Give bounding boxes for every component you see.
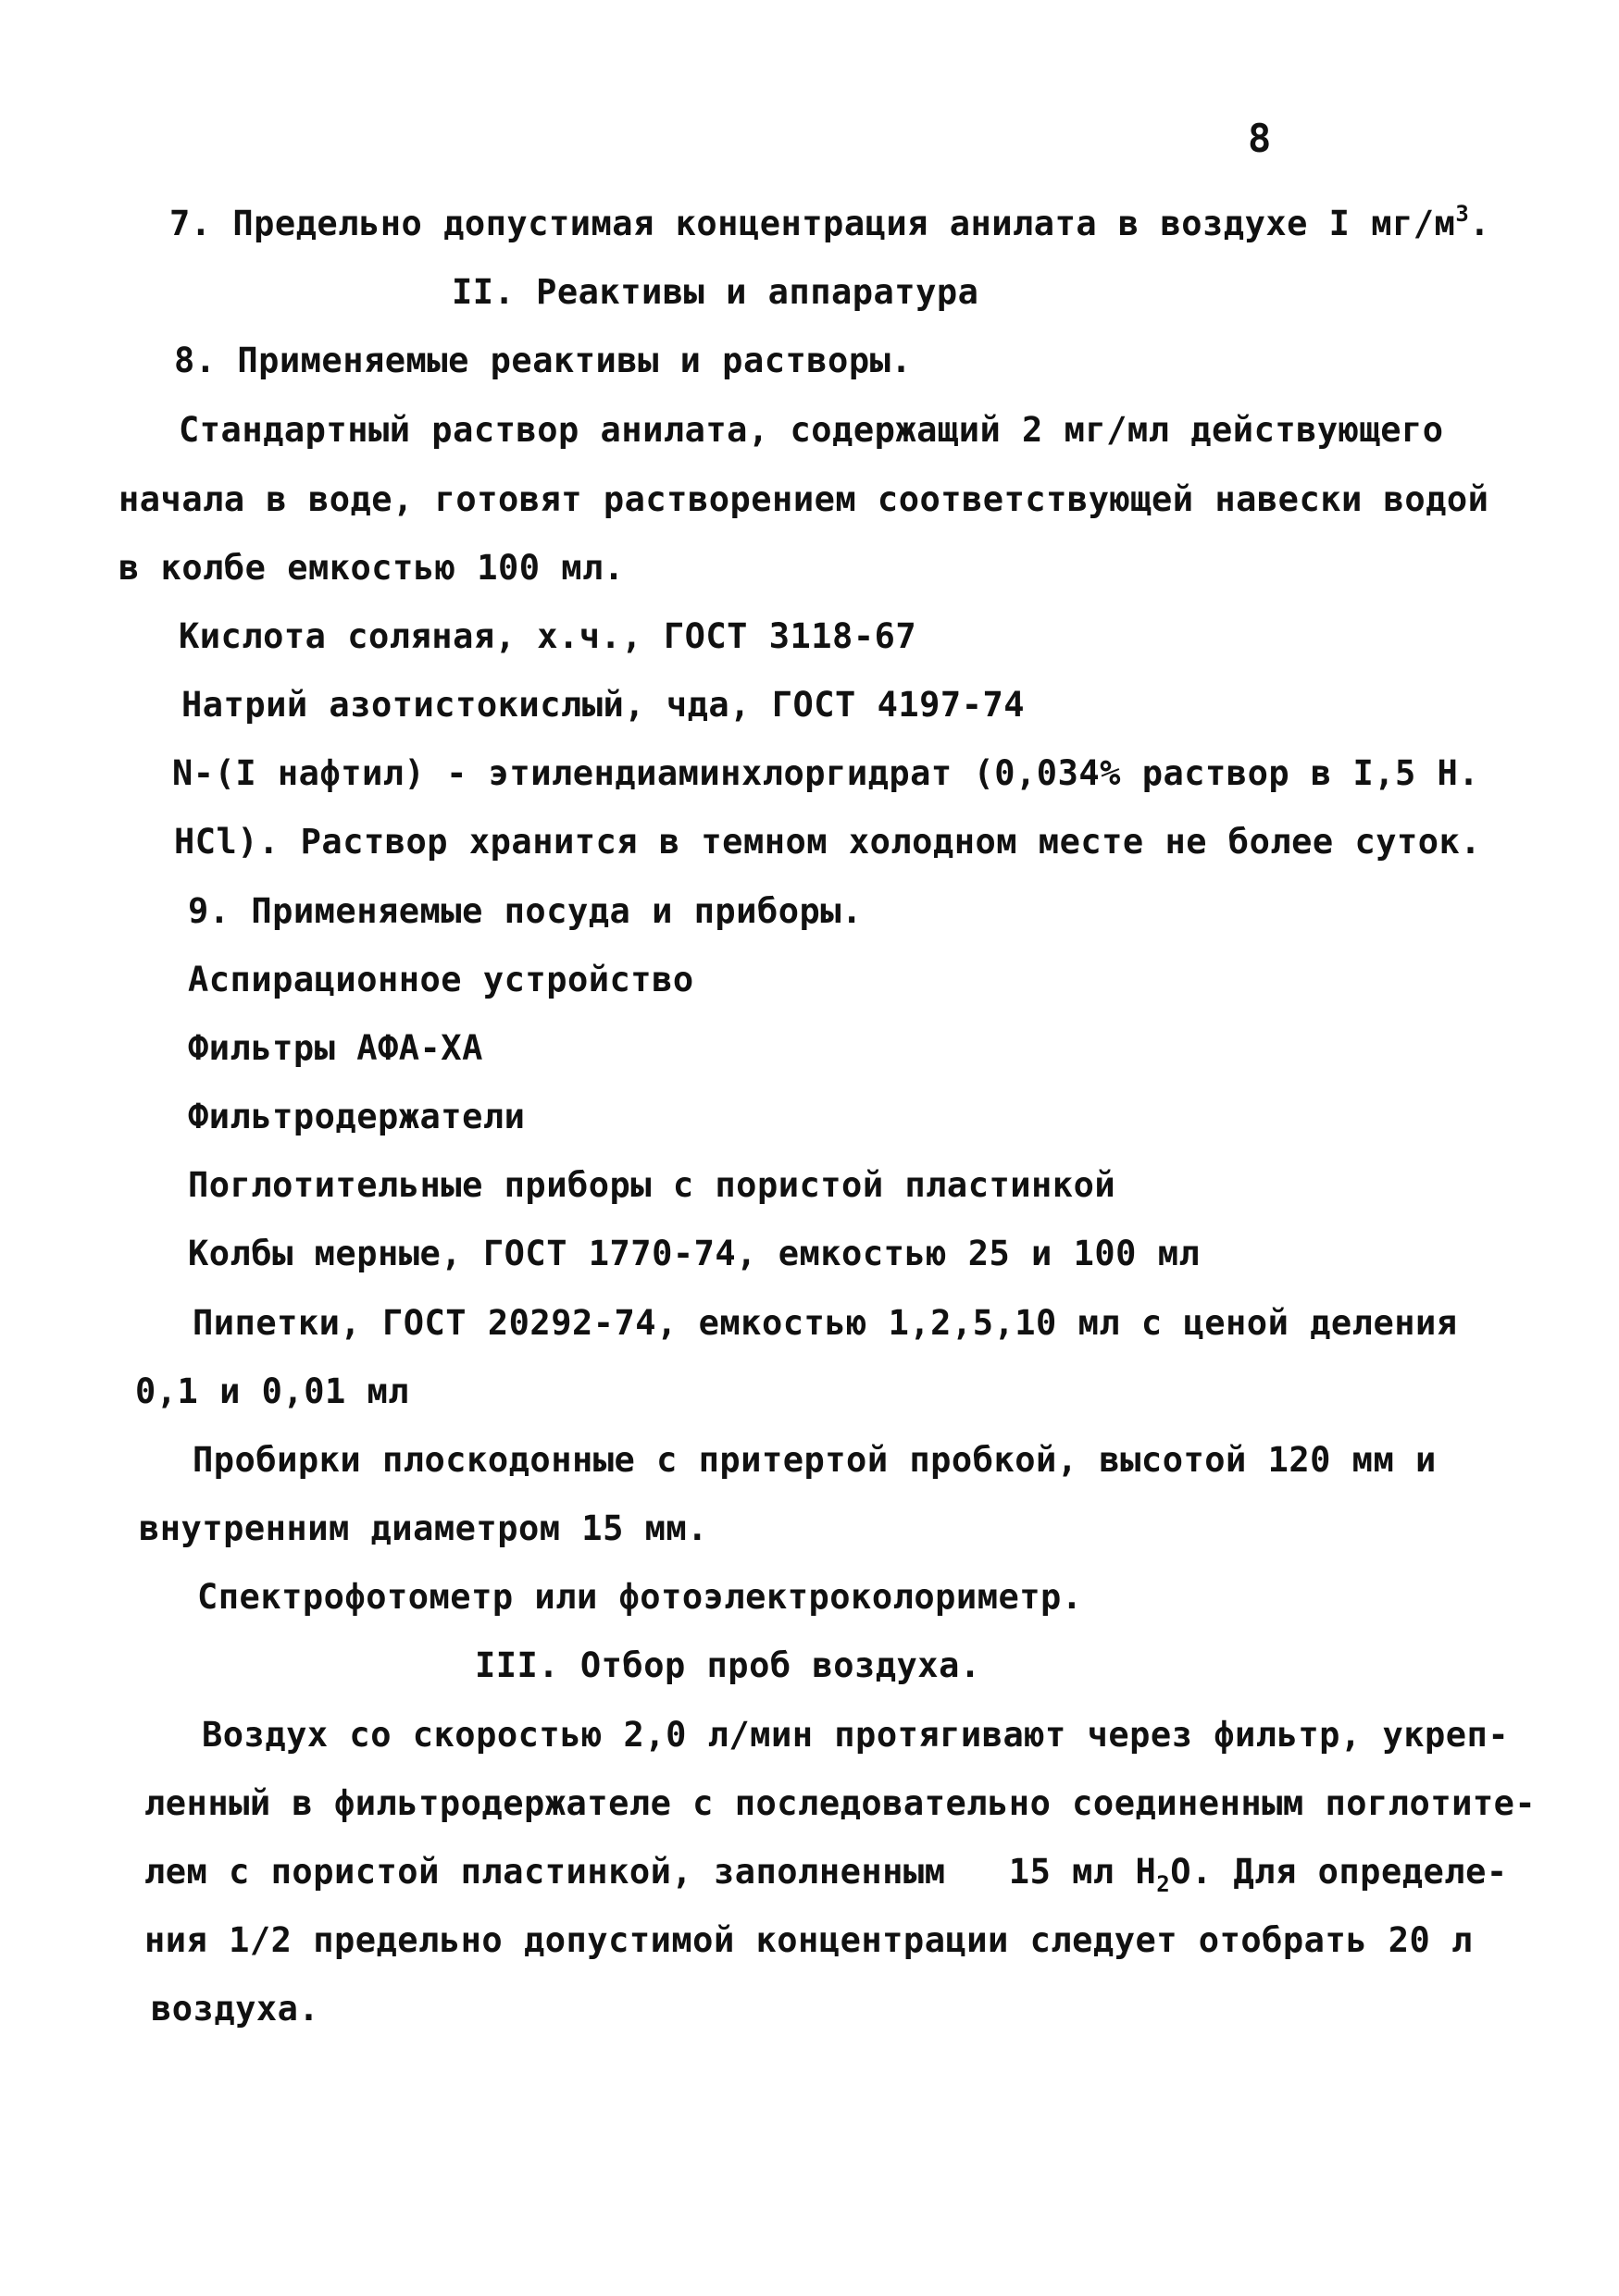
item-8-heading: 8. Применяемые реактивы и растворы. [174,341,913,380]
sampling-line-2: ленный в фильтродержателе с последовательно соединенным поглотите- [144,1783,1537,1823]
item-7-max-concentration: 7. Предельно допустимая концентрация анилата в воздухе I $мг/м^3$. [169,201,1491,243]
equipment-test-tubes-line-1: Пробирки плоскодонные с притертой пробкой, высотой 120 мм и [193,1440,1437,1480]
equipment-filter-holders: Фильтродержатели [188,1097,526,1136]
subscript-2: 2 [1156,1871,1171,1897]
page-number: 8 [1248,116,1272,161]
sampling-line-1: Воздух со скоростью 2,0 л/мин протягивают через фильтр, укреп- [202,1715,1510,1755]
superscript-3: 3 [1455,201,1470,227]
equipment-test-tubes-line-2: внутренним диаметром 15 мм. [139,1508,708,1548]
section-heading-reagents: II. Реактивы и аппаратура [452,272,979,312]
equipment-pipettes-line-2: 0,1 и 0,01 мл [135,1371,410,1411]
sampling-line-4: ния 1/2 предельно допустимой концентрации следует отобрать 20 л [144,1920,1473,1960]
equipment-aspiration-device: Аспирационное устройство [188,960,694,999]
reagent-sodium-nitrite: Натрий азотистокислый, чда, ГОСТ 4197-74 [181,685,1026,725]
equipment-pipettes-line-1: Пипетки, ГОСТ 20292-74, емкостью 1,2,5,10 мл с ценой деления [193,1303,1458,1343]
sampling-line-5: воздуха. [151,1989,320,2029]
reagent-naphthyl-line-1: N-(I нафтил) - этилендиаминхлоргидрат (0,034% раствор в I,5 Н. [172,753,1480,793]
item-9-heading: 9. Применяемые посуда и приборы. [188,891,863,931]
reagent-hydrochloric-acid: Кислота соляная, х.ч., ГОСТ 3118-67 [179,616,917,656]
reagent-naphthyl-line-2: HCl). Раствор хранится в темном холодном месте не более суток. [174,822,1482,862]
section-heading-sampling: III. Отбор проб воздуха. [475,1645,981,1685]
standard-solution-line-2: начала в воде, готовят растворением соответствующей навески водой [118,479,1489,519]
sampling-line-3: лем с пористой пластинкой, заполненным 15 мл $H_2O$. Для определе- [144,1852,1508,1897]
standard-solution-line-3: в колбе емкостью 100 мл. [118,548,625,588]
equipment-filters: Фильтры АФА-ХА [188,1028,483,1068]
equipment-absorbers: Поглотительные приборы с пористой пластинкой [188,1165,1116,1205]
equipment-spectrophotometer: Спектрофотометр или фотоэлектроколориметр. [197,1577,1083,1617]
equipment-flasks: Колбы мерные, ГОСТ 1770-74, емкостью 25 и 100 мл [188,1234,1201,1273]
standard-solution-line-1: Стандартный раствор анилата, содержащий 2 мг/мл действующего [179,410,1444,450]
